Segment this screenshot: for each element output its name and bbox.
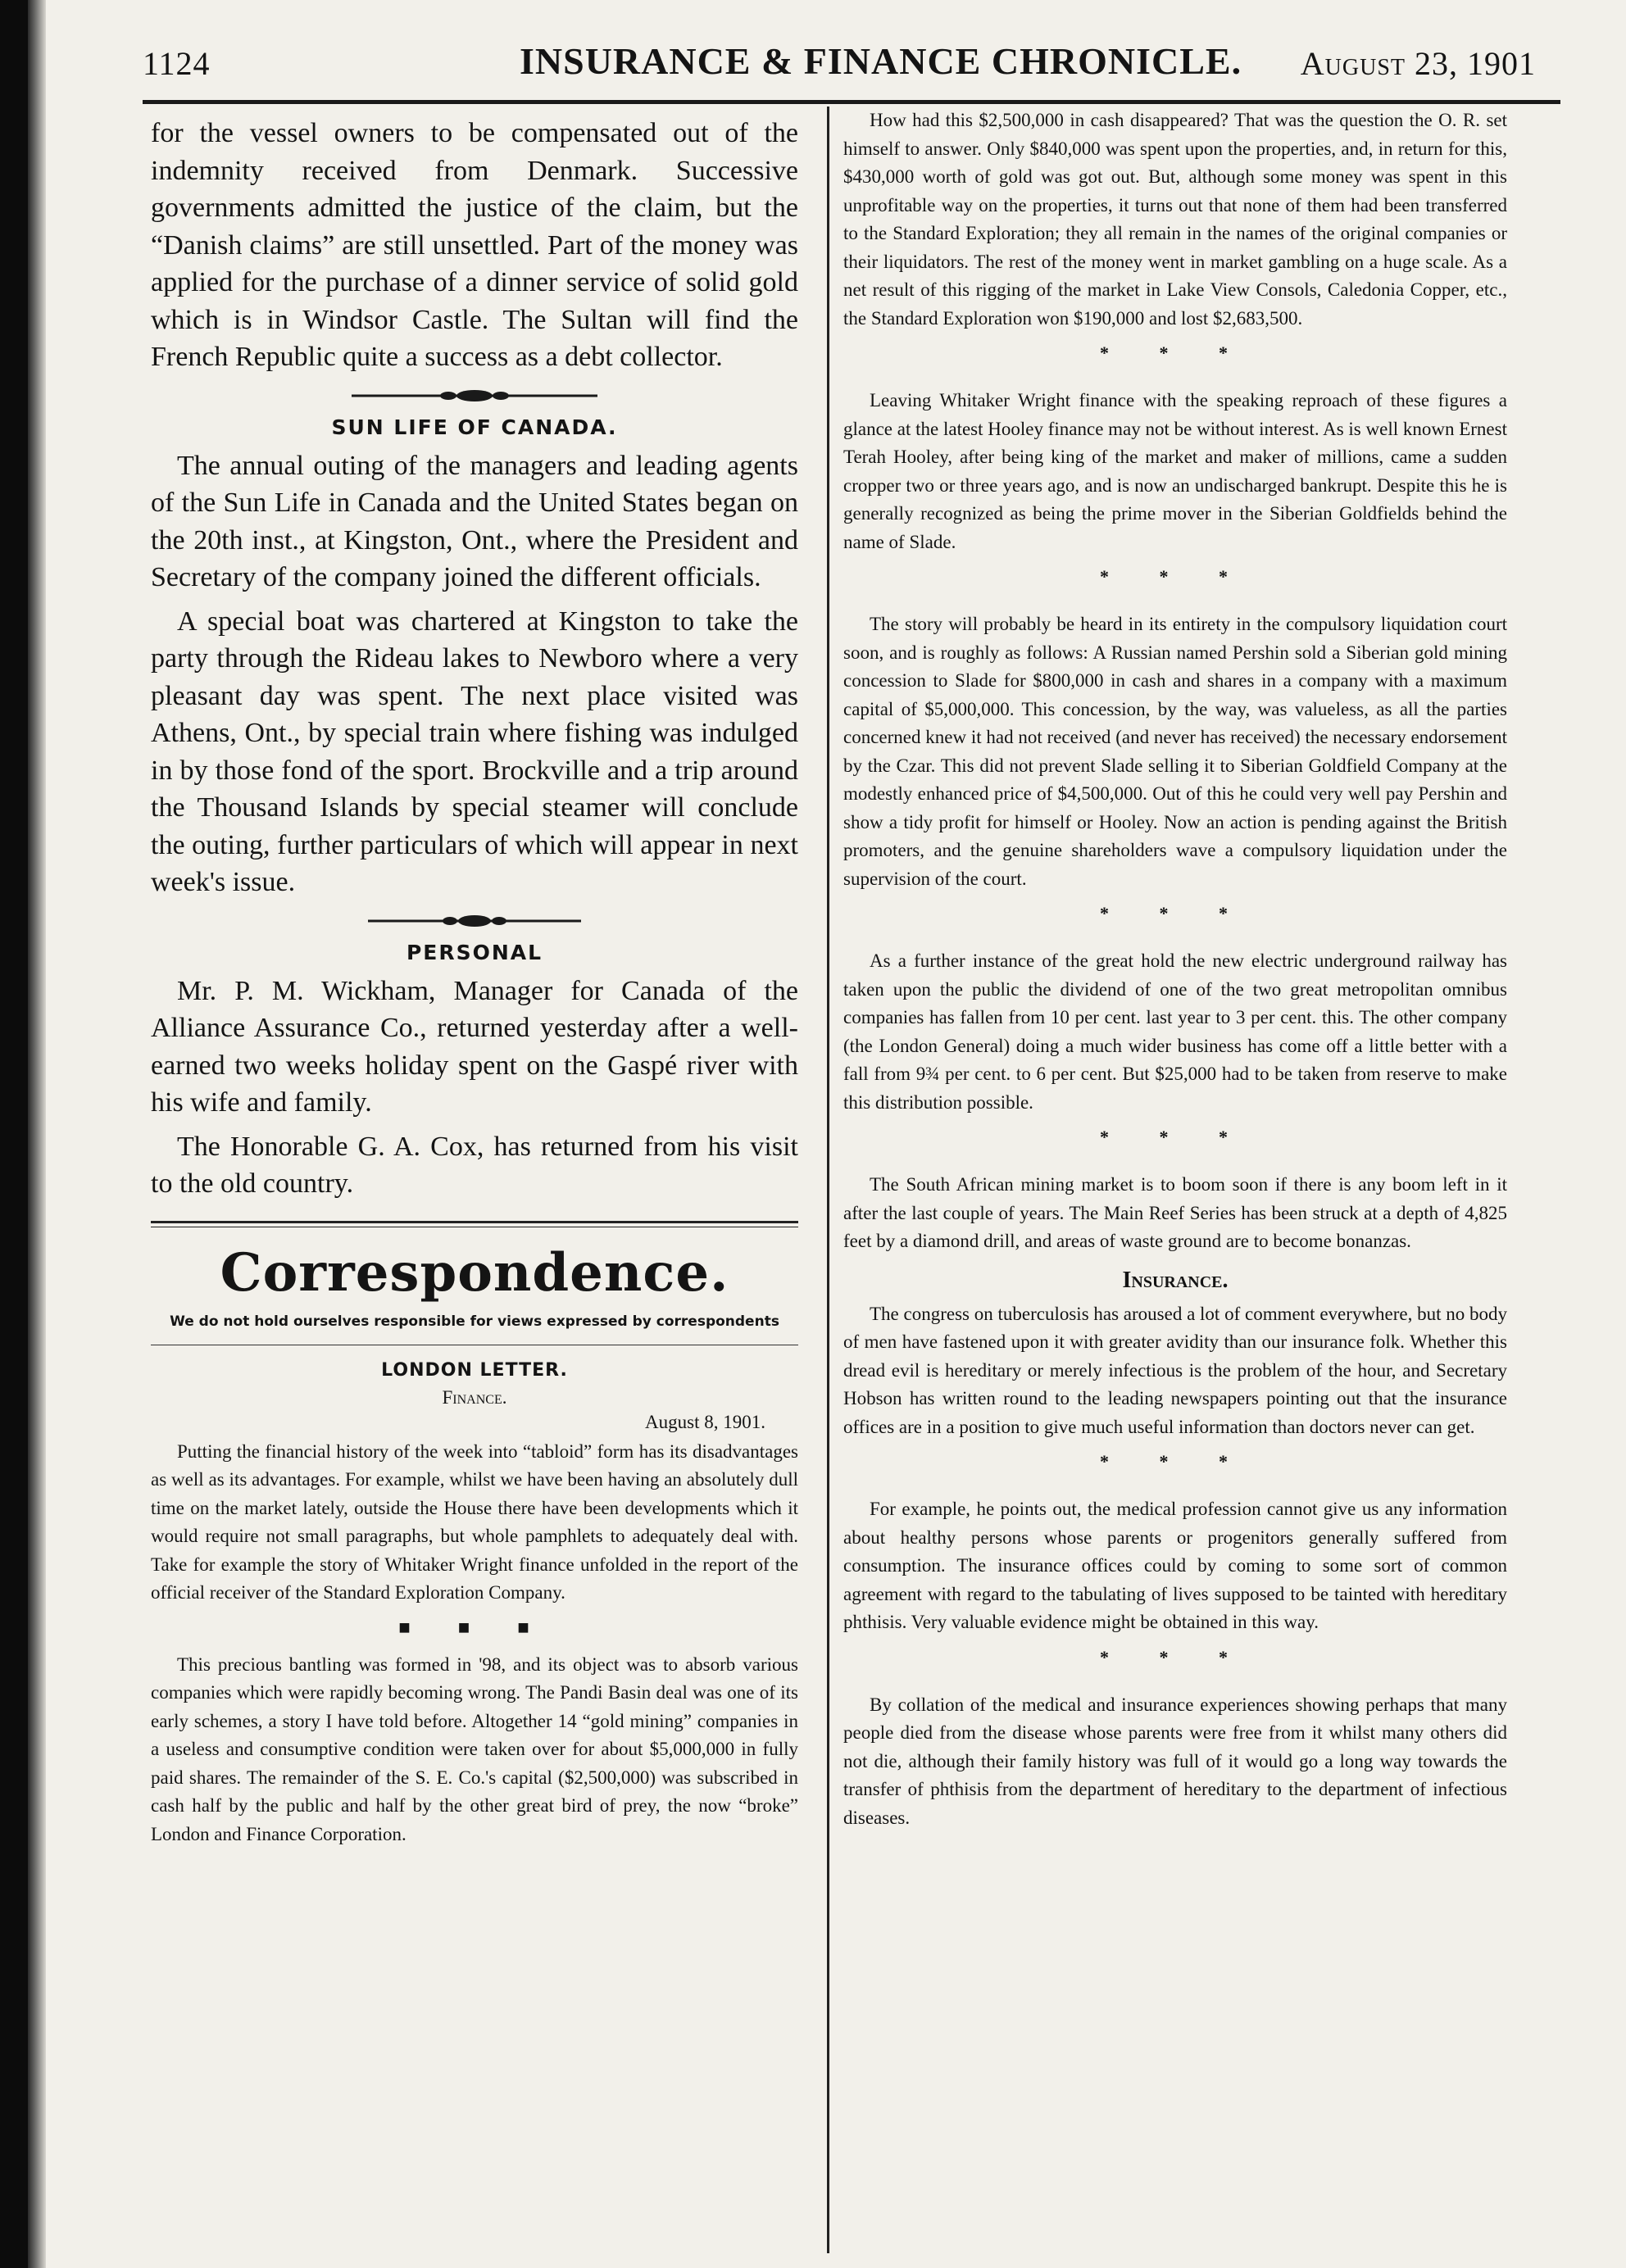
right-paragraph-8: By collation of the medical and insurance experiences showing perhaps that many people died from the disease whose parents were free from it whilst many others did not die, although their family history was full of it would go a long way towards the transfer of phthisis from the department of hereditary to the department of infectious diseases. [843,1694,1507,1828]
section-double-rule [151,1221,798,1227]
page-number: 1124 [143,45,211,82]
personal-paragraph-1: Mr. P. M. Wickham, Manager for Canada of the Alliance Assurance Co., returned yesterday after a well-earned two weeks holiday spent on the Gaspé river with his wife and family. [151,975,798,1118]
section-separator: ■ ■ ■ [398,1617,551,1639]
issue-date: August 23, 1901 [1300,45,1536,82]
page-header [143,39,1536,88]
correspondence-disclaimer: We do not hold ourselves responsible for views expressed by correspondents [170,1313,779,1330]
personal-heading: PERSONAL [406,940,543,964]
section-separator: * * * [1100,903,1251,923]
section-separator: * * * [1100,342,1251,363]
right-paragraph-5: The South African mining market is to boom soon if there is any boom left in it after the last couple of years. The Main Reef Series has been struck at a depth of 4,825 feet by a diamond drill, and areas of waste ground are to become bonanzas. [843,1174,1507,1251]
section-separator: * * * [1100,1127,1251,1147]
sunlife-heading: SUN LIFE OF CANADA. [331,415,618,439]
sunlife-paragraph-1: The annual outing of the managers and leading agents of the Sun Life in Canada and the United States began on the 20th inst., at Kingston, Ont., where the President and Secretary of the company joined the different officials. [151,450,798,592]
right-paragraph-3: The story will probably be heard in its entirety in the compulsory liquidation court soon, and is roughly as follows: A Russian named Pershin sold a Siberian gold mining concession to Slade for $800,000 in cash and shares in a company with a maximum capital of $5,000,000. This concession, by the way, was valueless, as all the parties concerned knew it had not received (and never has received) the necessary endorsement by the Czar. This did not prevent Slade selling it to Siberian Goldfield Company at the modestly enhanced price of $4,500,000. Out of this he could very well pay Pershin and show a tidy profit for himself or Hooley. Now an action is pending against the British promoters, and the genuine shareholders wave a compulsory liquidation under the supervision of the court. [843,614,1507,889]
correspondence-title: Correspondence. [220,1241,729,1304]
right-paragraph-4: As a further instance of the great hold the new electric underground railway has taken upon the public the dividend of one of the two great metropolitan omnibus companies has fallen from 10 per cent. last year to 3 per cent. this. The other company (the London General) doing a much wider business has come off a little better with a fall from 9¾ per cent. to 6 per cent. But $25,000 had to be taken from reserve to make this distribution possible. [843,950,1507,1113]
sunlife-paragraph-2: A special boat was chartered at Kingston to take the party through the Rideau lakes to Newboro where a very pleasant day was spent. The next place visited was Athens, Ont., by special train where fishing was indulged in by those fond of the sport. Brockville and a trip around the Thousand Islands by special steamer will conclude the outing, further particulars of which will appear in next week's issue. [151,606,798,897]
publication-title: INSURANCE & FINANCE CHRONICLE. [520,40,1242,82]
insurance-heading: Insurance. [1122,1267,1229,1293]
section-separator: * * * [1100,1646,1251,1667]
right-paragraph-2: Leaving Whitaker Wright finance with the speaking reproach of these figures a glance at the latest Hooley finance may not be without interest. As is well known Ernest Terah Hooley, after being king of the market and maker of millions, came a sudden cropper two or three years ago, and is now an undischarged bankrupt. Despite this he is generally recognized as being the prime mover in the Siberian Goldfields behind the name of Slade. [843,390,1507,552]
london-letter-heading: LONDON LETTER. [381,1359,568,1381]
section-separator: * * * [1100,566,1251,587]
ornament-divider [352,388,597,404]
binding-shadow [28,0,46,2268]
left-column [151,115,798,1848]
personal-paragraph-2: The Honorable G. A. Cox, has returned from his visit to the old country. [151,1131,798,1199]
header-rule [143,100,1560,104]
column-rule [827,107,829,2253]
newspaper-page [28,0,1626,2268]
intro-paragraph: for the vessel owners to be compensated out of the indemnity received from Denmark. Successive governments admitted the justice of the claim, but the “Danish claims” are still unsettled. Part of the money was applied for the purchase of a dinner service of solid gold which is in Windsor Castle. The Sultan will find the French Republic quite a success as a debt collector. [151,118,798,372]
right-paragraph-6: The congress on tuberculosis has aroused a lot of comment everywhere, but no body of men have fastened upon it with greater avidity than our insurance folk. Whether this dread evil is hereditary or merely infectious is the problem of the hour, and Secretary Hobson has written round to the leading newspapers pointing out that the insurance offices are in a position to give much useful information than doctors never can get. [843,1303,1507,1437]
ornament-divider [368,913,581,929]
london-letter-subheading: Finance. [442,1386,507,1408]
section-separator: * * * [1100,1451,1251,1472]
right-paragraph-1: How had this $2,500,000 in cash disappeared? That was the question the O. R. set himself to answer. Only $840,000 was spent upon the properties, and, in return for this, $430,000 worth of gold was got out. But, although some money was spent in this unprofitable way on the properties, it turns out that none of them had been transferred to the Standard Exploration; they all remain in the names of the original companies or their liquidators. The rest of the money went in market gambling on a huge scale. As a net result of this rigging of the market in Lake View Consols, Caledonia Copper, etc., the Standard Exploration won $190,000 and lost $2,683,500. [843,110,1507,329]
london-letter-paragraph-2: This precious bantling was formed in '98, and its object was to absorb various companies which were rapidly becoming wrong. The Pandi Basin deal was one of its early schemes, a story I have told before. Altogether 14 “gold mining” companies in a useless and consumptive condition were taken over for about $5,000,000 in fully paid shares. The remainder of the S. E. Co.'s capital ($2,500,000) was subscribed in cash half by the public and half by the other great bird of prey, the now “broke” London and Finance Corporation. [151,1653,798,1844]
london-letter-date: August 8, 1901. [645,1411,765,1432]
london-letter-paragraph-1: Putting the financial history of the week into “tabloid” form has its disadvantages as well as its advantages. For example, whilst we have been having an absolutely dull time on the market lately, outside the House there have been developments which it would require not small paragraphs, but whole pamphlets to adequately deal with. Take for example the story of Whitaker Wright finance unfolded in the report of the official receiver of the Standard Exploration Company. [151,1440,798,1603]
right-column [843,107,1507,1832]
right-paragraph-7: For example, he points out, the medical profession cannot give us any information about healthy persons whose parents or progenitors generally suffered from consumption. The insurance offices could by coming to some sort of common agreement with regard to the tabulating of lives supposed to be tainted with hereditary phthisis. Very valuable evidence might be obtained in this way. [843,1499,1507,1632]
